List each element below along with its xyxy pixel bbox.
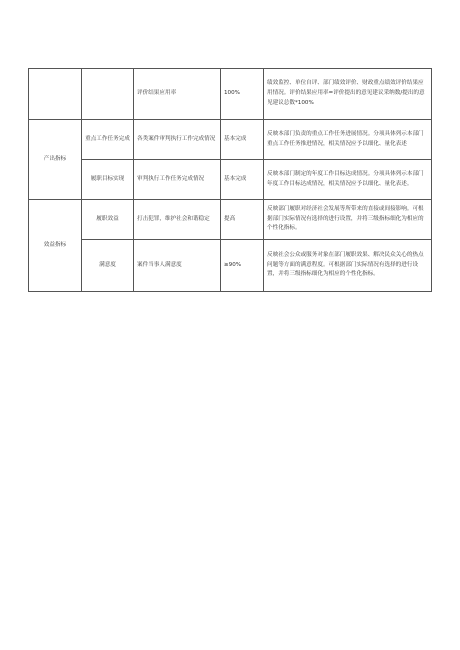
target-value-cell: 基本完成 [221, 120, 264, 160]
level2-indicator-cell: 履职效益 [82, 200, 134, 240]
indicator-description-cell: 反映部门履职对经济社会发展等所带来的直接或间接影响。可根据部门实际情况有选择的进行设置，并将三级指标细化为相应的个性化指标。 [264, 200, 432, 240]
level2-indicator-cell [82, 69, 134, 120]
level2-indicator-cell: 重点工作任务完成 [82, 120, 134, 160]
table-row [29, 69, 432, 120]
indicator-description-cell: 反映本部门制定的年度工作目标达成情况。分项具体列示本部门年度工作目标达成情况，相关情况应予以细化、量化表述。 [264, 160, 432, 200]
indicator-description-cell: 反映社会公众或服务对象在部门履职效果、解决民众关心的热点问题等方面的满意程度。可根据部门实际情况有选择的进行设置，并将三级指标细化为相应的个性化指标。 [264, 240, 432, 292]
performance-indicator-table [28, 68, 432, 292]
level3-indicator-cell: 各类案件审判执行工作完成情况 [134, 120, 221, 160]
level1-indicator-cell: 产出指标 [29, 120, 82, 200]
indicator-description-cell: 反映本部门负责的重点工作任务进展情况。分项具体列示本部门重点工作任务推进情况，相关情况应予以细化、量化表述 [264, 120, 432, 160]
target-value-cell: 提高 [221, 200, 264, 240]
table-row [29, 160, 432, 200]
indicator-description-cell: 绩效监控、单位自评、部门绩效评价、财政重点绩效评价结果应用情况。评价结果应用率=评价提出的意见建议采纳数/提出的意见建议总数*100% [264, 69, 432, 120]
table-row [29, 120, 432, 160]
level3-indicator-cell: 案件当事人满意度 [134, 240, 221, 292]
level1-indicator-cell [29, 69, 82, 120]
level3-indicator-cell: 打击犯罪，维护社会和谐稳定 [134, 200, 221, 240]
target-value-cell: 基本完成 [221, 160, 264, 200]
target-value-cell: 100% [221, 69, 264, 120]
level3-indicator-cell: 审判执行工作任务完成情况 [134, 160, 221, 200]
level2-indicator-cell: 满意度 [82, 240, 134, 292]
table-row [29, 200, 432, 240]
level2-indicator-cell: 履职目标实现 [82, 160, 134, 200]
level1-indicator-cell: 效益指标 [29, 200, 82, 292]
target-value-cell: ≥90% [221, 240, 264, 292]
level3-indicator-cell: 评价结果应用率 [134, 69, 221, 120]
table-row [29, 240, 432, 292]
